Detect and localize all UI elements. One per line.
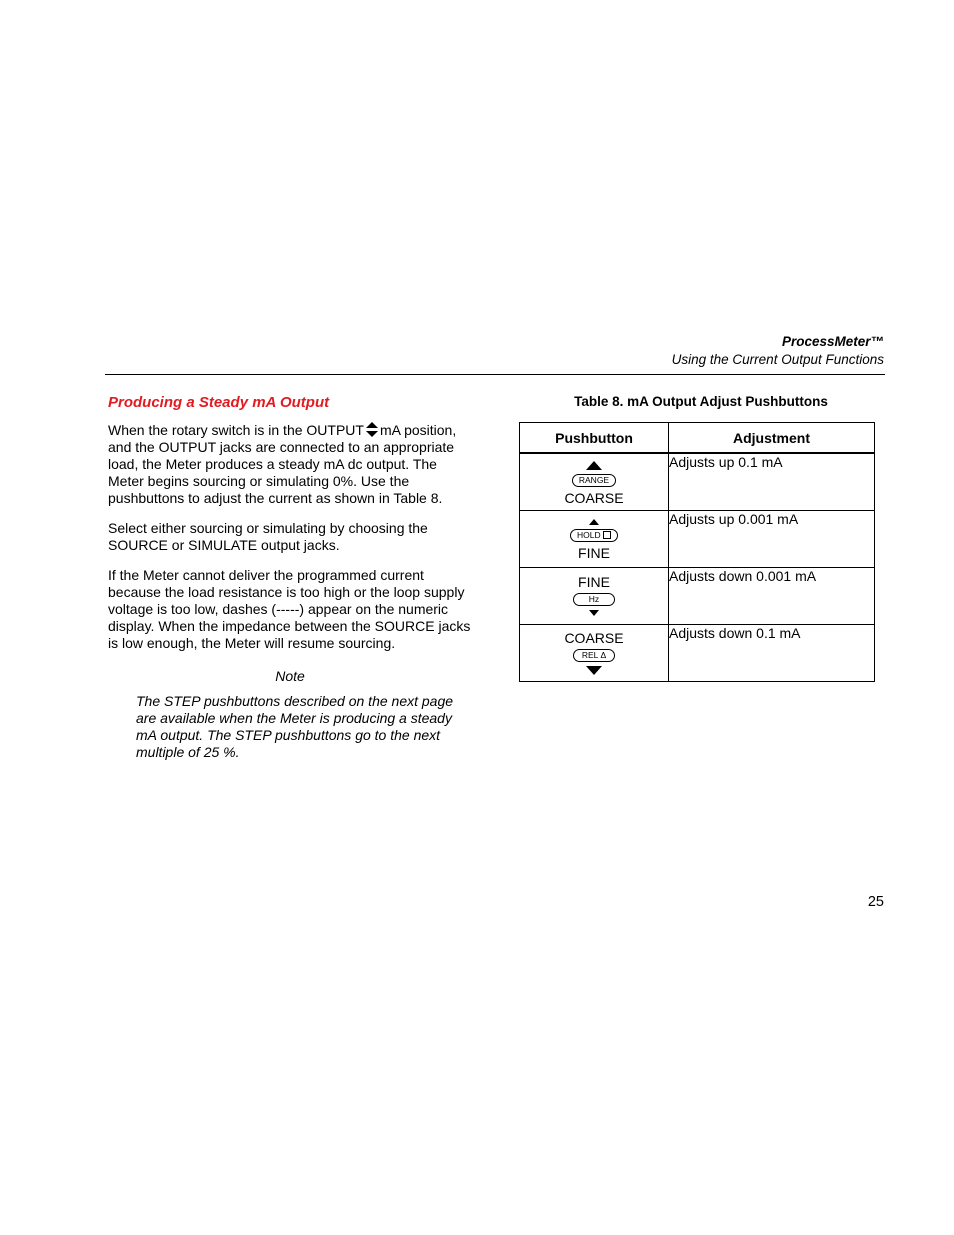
header-subtitle: Using the Current Output Functions bbox=[671, 352, 884, 367]
note-label: Note bbox=[275, 668, 305, 684]
paragraph-1-start: When the rotary switch is in the OUTPUT bbox=[108, 422, 364, 438]
paragraph-2 bbox=[108, 520, 476, 554]
hz-button: Hz bbox=[573, 593, 615, 606]
table-row bbox=[520, 568, 875, 625]
section-title: Producing a Steady mA Output bbox=[108, 394, 330, 411]
pushbutton-label: COARSE bbox=[564, 629, 624, 646]
rel-button bbox=[573, 649, 615, 662]
header-adjustment: Adjustment bbox=[669, 423, 875, 454]
pushbutton-table bbox=[519, 422, 875, 682]
pushbutton-cell bbox=[520, 625, 669, 682]
range-button: RANGE bbox=[572, 474, 616, 487]
hold-lock-icon bbox=[603, 531, 611, 539]
note-text: The STEP pushbuttons described on the next page are available when the Meter is producing a steady mA output. The STEP pushbuttons go to the next multiple of 25 %. bbox=[136, 693, 454, 760]
paragraph-2-text: Select either sourcing or simulating by choosing the SOURCE or SIMULATE output jacks. bbox=[108, 520, 428, 553]
page-number: 25 bbox=[867, 894, 884, 910]
hold-button bbox=[570, 529, 618, 542]
header-pushbutton: Pushbutton bbox=[520, 423, 669, 454]
adjustment-cell: Adjusts down 0.001 mA bbox=[669, 568, 875, 625]
table-row bbox=[520, 511, 875, 568]
up-large-icon bbox=[586, 461, 602, 470]
delta-icon: Δ bbox=[600, 649, 607, 660]
header-title: ProcessMeter™ bbox=[781, 334, 884, 349]
paragraph-3 bbox=[108, 567, 476, 652]
table-row bbox=[520, 625, 875, 682]
header-rule bbox=[105, 374, 885, 375]
hold-button-label: HOLD bbox=[577, 530, 603, 540]
pushbutton-cell bbox=[520, 453, 669, 511]
up-small-icon bbox=[589, 519, 599, 525]
paragraph-3-text: If the Meter cannot deliver the programmed current because the load resistance is too high or the loop supply voltage is too low, dashes (-----) appear on the numeric display. When the impedance between the SOURCE jacks is low enough, the Meter will resume sourcing. bbox=[108, 567, 471, 651]
table-row bbox=[520, 453, 875, 511]
paragraph-1 bbox=[108, 422, 476, 507]
down-small-icon bbox=[589, 610, 599, 616]
up-down-arrows-icon bbox=[366, 422, 378, 437]
pushbutton-cell bbox=[520, 511, 669, 568]
pushbutton-label: FINE bbox=[578, 545, 610, 561]
rel-button-label: REL bbox=[581, 649, 601, 660]
paragraph-1-end: mA position, and the OUTPUT jacks are connected to an appropriate load, the Meter produces a steady mA dc output. The Meter begins sourcing or simulating 0%. Use the pushbuttons to adjust the current as shown in Table 8. bbox=[108, 422, 457, 506]
adjustment-cell: Adjusts down 0.1 mA bbox=[669, 625, 875, 682]
down-large-icon bbox=[586, 666, 602, 675]
pushbutton-label: FINE bbox=[578, 574, 610, 590]
pushbutton-label: COARSE bbox=[564, 489, 624, 506]
adjustment-cell: Adjusts up 0.001 mA bbox=[669, 511, 875, 568]
adjustment-cell: Adjusts up 0.1 mA bbox=[669, 453, 875, 511]
pushbutton-cell bbox=[520, 568, 669, 625]
table-caption: Table 8. mA Output Adjust Pushbuttons bbox=[574, 394, 828, 409]
table-header-row bbox=[520, 423, 875, 454]
